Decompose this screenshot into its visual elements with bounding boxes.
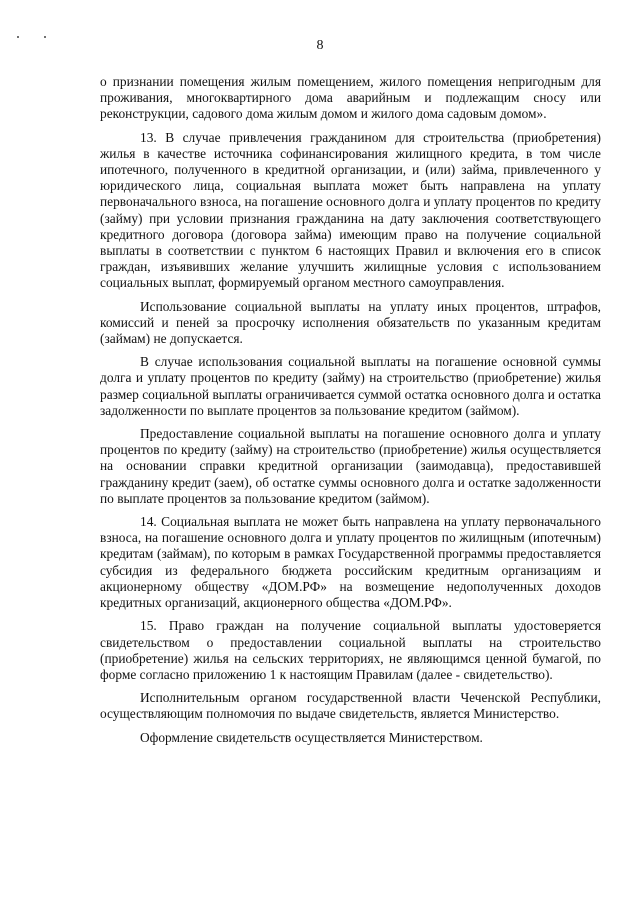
document-body	[100, 74, 601, 753]
page-number: 8	[316, 38, 324, 53]
paragraph-item-13: 13. В случае привлечения гражданином для строительства (приобретения) жилья в качестве источника софинансирования жилищного кредита, в том числе ипотечного, полученного в кредитной организации, и (или) займа, привлеченного у юридического лица, социальная выплата может быть направлена на уплату первоначального взноса, на погашение основного долга и уплату процентов по кредиту (займу) при условии признания гражданина на дату заключения соответствующего кредитного договора (договора займа) имеющим право на получение социальной выплаты в соответствии с пунктом 6 настоящих Правил и включения его в список граждан, изъявивших желание улучшить жилищные условия с использованием социальных выплат, формируемый органом местного самоуправления.	[100, 129, 601, 291]
paragraph-item-14: 14. Социальная выплата не может быть направлена на уплату первоначального взноса, на погашение основного долга и уплату процентов по жилищным (ипотечным) кредитам (займам), по которым в рамках Государственной программы предоставляется субсидия из федерального бюджета российским кредитным организациям и акционерному обществу «ДОМ.РФ» на возмещение недополученных доходов кредитных организаций, акционерного общества «ДОМ.РФ».	[100, 514, 601, 611]
paragraph-continuation: о признании помещения жилым помещением, жилого помещения непригодным для проживания, многоквартирного дома аварийным и подлежащим сносу или реконструкции, садового дома жилым домом и жилого дома садовым домом».	[100, 74, 601, 122]
paragraph: В случае использования социальной выплаты на погашение основной суммы долга и уплату процентов по кредиту (займу) на строительство (приобретение) жилья размер социальной выплаты ограничивается суммой остатка основного долга и остатка задолженности по выплате процентов за пользование кредитом (займом).	[100, 354, 601, 418]
paragraph-item-15: 15. Право граждан на получение социальной выплаты удостоверяется свидетельством о предоставлении социальной выплаты на строительство (приобретение) жилья на сельских территориях, не являющимся ценной бумагой, по форме согласно приложению 1 к настоящим Правилам (далее - свидетельство).	[100, 618, 601, 682]
paragraph: Предоставление социальной выплаты на погашение основного долга и уплату процентов по кредиту (займу) на строительство (приобретение) жилья осуществляется на основании справки кредитной организации (заимодавца), предоставившей гражданину кредит (заем), об остатке суммы основного долга и остатке задолженности по выплате процентов за пользование кредитом (займом).	[100, 426, 601, 506]
paragraph: Использование социальной выплаты на уплату иных процентов, штрафов, комиссий и пеней за просрочку исполнения обязательств по указанным кредитам (займам) не допускается.	[100, 298, 601, 347]
paragraph: Исполнительным органом государственной власти Чеченской Республики, осуществляющим полномочия по выдаче свидетельств, является Министерство.	[100, 690, 601, 722]
paragraph: Оформление свидетельств осуществляется Министерством.	[140, 729, 483, 745]
